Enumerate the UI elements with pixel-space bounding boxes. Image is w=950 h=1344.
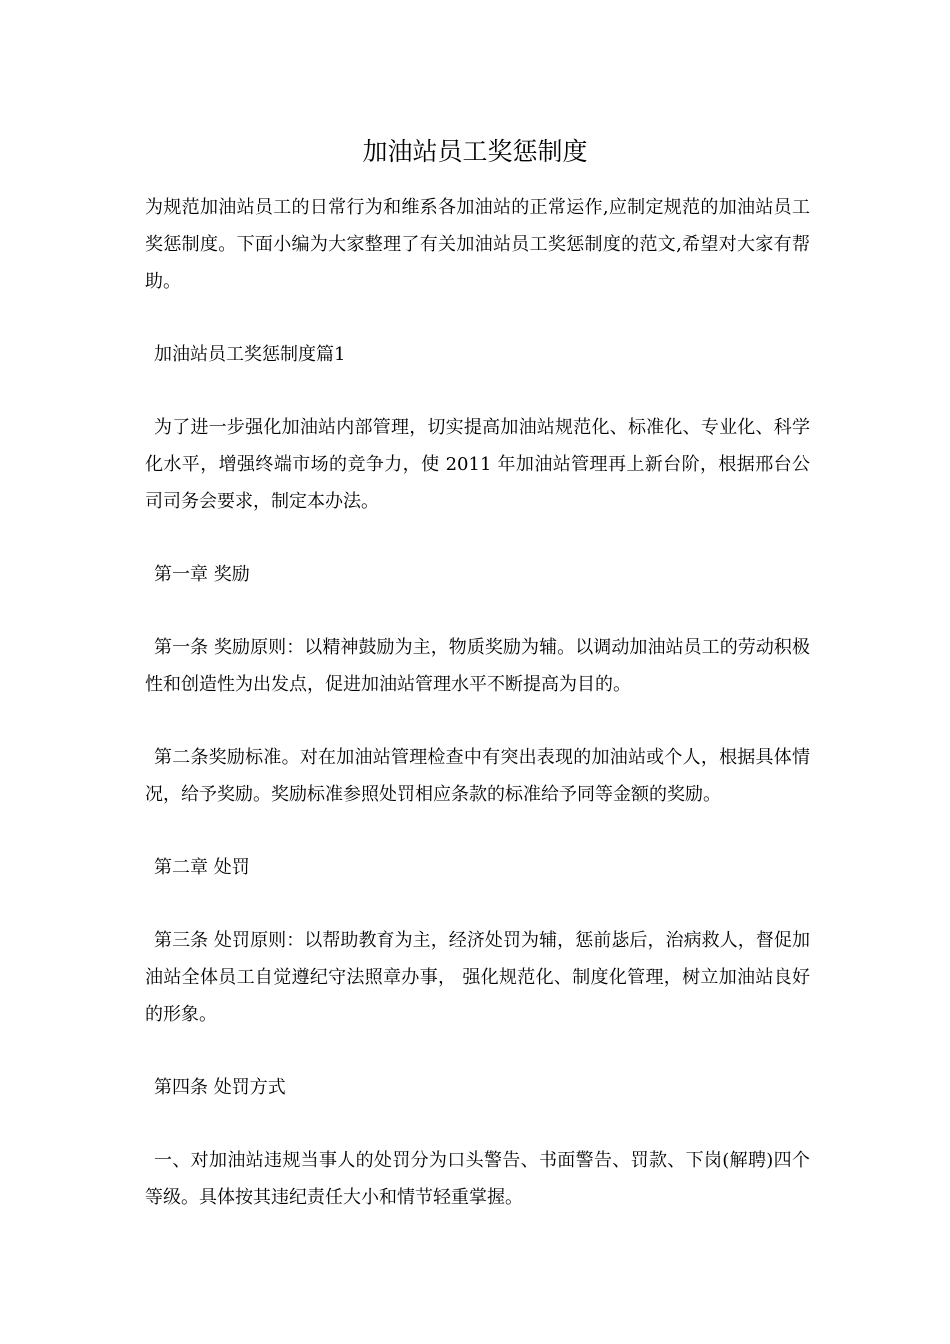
chapter-1-heading: 第一章 奖励 bbox=[154, 564, 250, 585]
article-4-heading: 第四条 处罚方式 bbox=[154, 1077, 286, 1098]
penalty-levels-paragraph: 一、对加油站违规当事人的处罚分为口头警告、书面警告、罚款、下岗(解聘)四个等级。具体按其违纪责任大小和情节轻重掌握。 bbox=[145, 1150, 810, 1208]
chapter-2-heading: 第二章 处罚 bbox=[154, 857, 250, 878]
section-heading-part-1: 加油站员工奖惩制度篇1 bbox=[154, 344, 346, 365]
article-1-paragraph: 第一条 奖励原则：以精神鼓励为主，物质奖励为辅。以调动加油站员工的劳动积极性和创造性为出发点，促进加油站管理水平不断提高为目的。 bbox=[145, 637, 810, 695]
purpose-paragraph: 为了进一步强化加油站内部管理，切实提高加油站规范化、标准化、专业化、科学化水平，增强终端市场的竞争力，使 2011 年加油站管理再上新台阶，根据邢台公司司务会要求，制定本办法。 bbox=[145, 417, 810, 512]
article-3-paragraph: 第三条 处罚原则：以帮助教育为主，经济处罚为辅，惩前毖后，治病救人，督促加油站全体员工自觉遵纪守法照章办事， 强化规范化、制度化管理，树立加油站良好的形象。 bbox=[145, 930, 810, 1025]
intro-paragraph: 为规范加油站员工的日常行为和维系各加油站的正常运作,应制定规范的加油站员工奖惩制度。下面小编为大家整理了有关加油站员工奖惩制度的范文,希望对大家有帮助。 bbox=[145, 197, 810, 292]
article-2-paragraph: 第二条奖励标准。对在加油站管理检查中有突出表现的加油站或个人，根据具体情况，给予奖励。奖励标准参照处罚相应条款的标准给予同等金额的奖励。 bbox=[145, 747, 810, 805]
document-title: 加油站员工奖惩制度 bbox=[362, 137, 588, 166]
document-body bbox=[145, 189, 810, 1216]
